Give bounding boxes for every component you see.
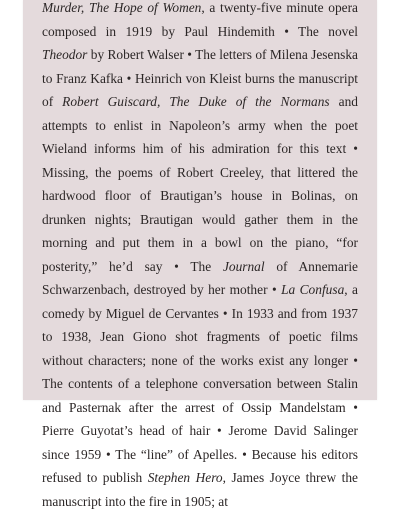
text-segment: Robert Guiscard, The Duke of the Normans (62, 94, 330, 109)
text-segment: Journal (222, 258, 265, 274)
text-segment: Stephen Hero (147, 470, 223, 485)
text-segment: , a comedy by Miguel de Cervantes • In 1933 and from 1937 to 1938, Jean Giono shot fragments of poetic films without characters; none of the works exist any longer • The contents of a telephone conversation between Stalin and Pasternak after the arrest of Ossip Mandelstam • Pierre Guyotat’s head of hair • Jerome David Salinger since 1959 • The “line” of Apelles. • Because his editors refused to publish (42, 282, 358, 485)
text-segment: , a twenty-five minute opera composed in 1919 by Paul Hindemith • The novel (42, 0, 358, 39)
text-segment: of Annemarie Schwarzenbach, destroyed by her mother • (42, 258, 358, 297)
text-segment: Theodor (42, 47, 88, 62)
body-paragraph (42, 0, 358, 513)
text-segment: La Confusa (281, 282, 345, 297)
text-segment: Murder, The Hope of Women (42, 0, 202, 15)
text-segment: by Robert Walser • The letters of Milena Jesenska to Franz Kafka • Heinrich von Kleist burns the manuscript of (42, 47, 358, 109)
page-sheet (23, 0, 377, 509)
text-segment: and attempts to enlist in Napoleon’s army when the poet Wieland informs him of his admiration for this text • Missing, the poems of Robert Creeley, that littered the hardwood floor of Brautigan’s house in Bolinas, on drunken nights; Brautigan would gather them in the morning and put them in a bowl on the piano, “for posterity,” he’d say • The (42, 94, 358, 274)
text-segment: , James Joyce threw the manuscript into the fire in 1905; at (42, 470, 358, 509)
